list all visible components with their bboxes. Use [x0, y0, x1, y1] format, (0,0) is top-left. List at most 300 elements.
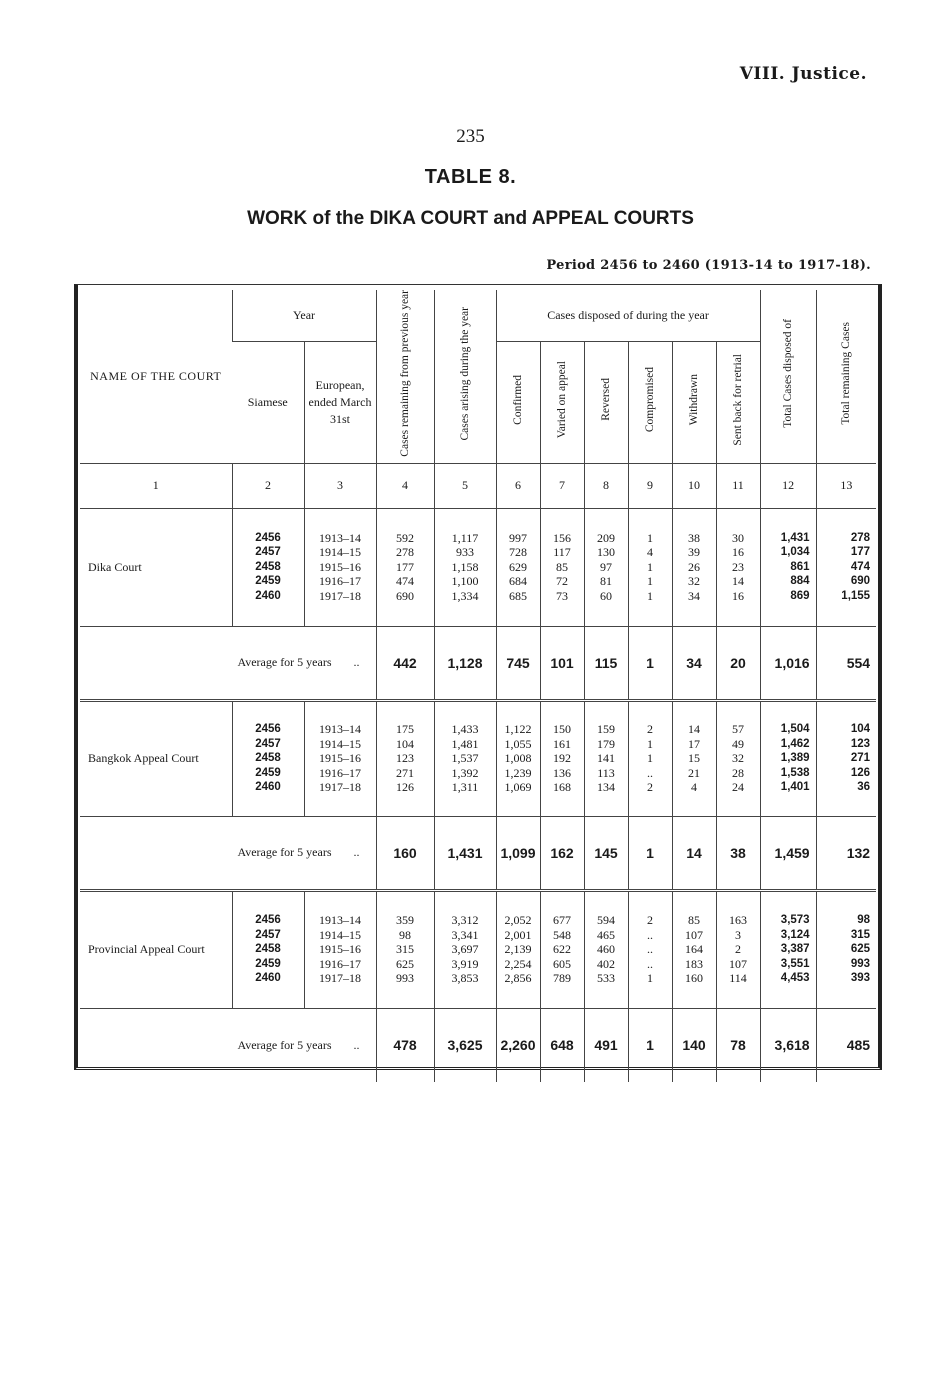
table-cell: 3	[735, 927, 742, 942]
average-compromised: 1	[628, 816, 672, 890]
table-cell: 4,453	[780, 972, 810, 985]
col-varied	[540, 890, 584, 1008]
disposed-group-header: Cases disposed of during the year	[496, 290, 760, 342]
average-remaining: 160	[376, 816, 434, 890]
table-cell: 1914–15	[319, 736, 361, 751]
col-reversed	[584, 890, 628, 1008]
value-stack	[435, 913, 496, 986]
table-cell: 98	[857, 914, 871, 927]
column-number: 10	[672, 463, 716, 508]
table-cell: 175	[396, 722, 414, 737]
court-name: Provincial Appeal Court	[80, 890, 232, 1008]
table-cell: 2457	[255, 546, 281, 559]
withdrawn-header: Withdrawn	[672, 342, 716, 463]
table-cell: 1913–14	[319, 913, 361, 928]
column-number: 7	[540, 463, 584, 508]
value-stack	[541, 913, 584, 986]
table-cell: 2456	[255, 723, 281, 736]
col-siamese	[232, 508, 304, 626]
value-stack	[817, 531, 877, 604]
table-cell: 1917–18	[319, 780, 361, 795]
average-reversed: 145	[584, 816, 628, 890]
average-label	[80, 626, 376, 700]
column-number: 5	[434, 463, 496, 508]
col-total-remaining	[816, 700, 876, 816]
average-reversed: 115	[584, 626, 628, 700]
average-label	[80, 816, 376, 890]
table-cell: 107	[685, 927, 703, 942]
table-cell: 161	[553, 736, 571, 751]
table-cell: 1,239	[504, 765, 532, 780]
table-cell: 271	[396, 765, 414, 780]
table-cell: 1	[647, 559, 653, 574]
value-stack	[673, 722, 716, 795]
table-cell: 2,856	[504, 971, 532, 986]
table-cell: 183	[685, 956, 703, 971]
table-cell: 1914–15	[319, 545, 361, 560]
table-cell: 2459	[255, 957, 281, 970]
arising-header: Cases arising during the year	[434, 290, 496, 463]
table-cell: 1,504	[780, 723, 810, 736]
column-number: 9	[628, 463, 672, 508]
column-number: 11	[716, 463, 760, 508]
average-arising: 1,431	[434, 816, 496, 890]
value-stack	[435, 722, 496, 795]
col-remaining	[376, 700, 434, 816]
table-cell: 1917–18	[319, 971, 361, 986]
table-cell: 1,008	[504, 751, 532, 766]
average-confirmed: 1,099	[496, 816, 540, 890]
col-remaining	[376, 508, 434, 626]
col-remaining	[376, 890, 434, 1008]
average-label-text: Average for 5 years	[237, 1037, 332, 1052]
table-cell: 130	[597, 545, 615, 560]
col-reversed	[584, 700, 628, 816]
table-cell: 177	[850, 546, 871, 559]
col-total-remaining	[816, 890, 876, 1008]
value-stack	[761, 913, 816, 986]
table-cell: 2459	[255, 575, 281, 588]
table-cell: ..	[647, 942, 653, 957]
table-cell: ..	[647, 765, 653, 780]
table-cell: ..	[647, 927, 653, 942]
average-label-dots: ..	[353, 1037, 360, 1052]
value-stack	[629, 913, 672, 986]
column-number-row	[80, 463, 876, 508]
table-cell: 2,052	[504, 913, 532, 928]
table-cell: 271	[850, 752, 871, 765]
average-arising: 3,625	[434, 1008, 496, 1082]
table-cell: 622	[553, 942, 571, 957]
col-total-disposed	[760, 508, 816, 626]
year-header: Year	[232, 290, 376, 342]
table-cell: 684	[509, 574, 527, 589]
remaining-from-previous-header: Cases remaining from previous year	[376, 290, 434, 463]
table-cell: 107	[729, 956, 748, 971]
table-cell: 3,551	[780, 957, 810, 970]
average-row	[80, 1008, 876, 1082]
table-cell: 315	[850, 928, 871, 941]
european-header: European, ended March 31st	[304, 342, 376, 463]
average-withdrawn: 14	[672, 816, 716, 890]
table-cell: 789	[553, 971, 571, 986]
table-cell: 993	[396, 971, 414, 986]
table-cell: 14	[732, 574, 745, 589]
table-cell: 2459	[255, 766, 281, 779]
table-cell: 98	[399, 927, 411, 942]
table-cell: 192	[553, 751, 571, 766]
total-disposed-header: Total Cases disposed of	[760, 290, 816, 463]
section-heading: VIII. Justice.	[739, 64, 867, 84]
table-cell: 1916–17	[319, 765, 361, 780]
table-cell: 3,341	[451, 927, 479, 942]
table-cell: 594	[597, 913, 615, 928]
col-siamese	[232, 700, 304, 816]
col-withdrawn	[672, 700, 716, 816]
table-cell: 26	[688, 559, 700, 574]
court-name: Dika Court	[80, 508, 232, 626]
average-label-dots: ..	[353, 845, 360, 860]
table-cell: 1913–14	[319, 722, 361, 737]
value-stack	[673, 531, 716, 604]
table-cell: 30	[732, 530, 745, 545]
table-cell: 1914–15	[319, 927, 361, 942]
column-number: 1	[80, 463, 232, 508]
average-withdrawn: 34	[672, 626, 716, 700]
value-stack	[377, 722, 434, 795]
column-number: 2	[232, 463, 304, 508]
value-stack	[761, 531, 816, 604]
table-cell: 625	[850, 943, 871, 956]
col-arising	[434, 508, 496, 626]
table-cell: 209	[597, 530, 615, 545]
col-sent-back	[716, 890, 760, 1008]
value-stack	[435, 531, 496, 604]
average-sent-back: 20	[716, 626, 760, 700]
table-cell: 1,055	[504, 736, 532, 751]
table-cell: 3,387	[780, 943, 810, 956]
col-total-disposed	[760, 890, 816, 1008]
table-cell: 1,117	[451, 530, 479, 545]
col-varied	[540, 508, 584, 626]
table-cell: 2460	[255, 589, 281, 602]
value-stack	[817, 913, 877, 986]
value-stack	[585, 913, 628, 986]
table-cell: 1	[647, 574, 653, 589]
table-cell: 160	[685, 971, 703, 986]
table-cell: ..	[647, 956, 653, 971]
value-stack	[305, 913, 376, 986]
table-cell: 474	[850, 560, 871, 573]
table-cell: 402	[597, 956, 615, 971]
table-cell: 49	[732, 736, 745, 751]
table-cell: 1,389	[780, 752, 810, 765]
table-cell: 592	[396, 530, 414, 545]
table-cell: 85	[688, 913, 700, 928]
average-row	[80, 816, 876, 890]
table-cell: 3,853	[451, 971, 479, 986]
table-subtitle: WORK of the DIKA COURT and APPEAL COURTS	[247, 208, 694, 229]
table-cell: 97	[600, 559, 612, 574]
court-name: Bangkok Appeal Court	[80, 700, 232, 816]
col-compromised	[628, 508, 672, 626]
table-cell: 393	[850, 972, 871, 985]
table-cell: 1,100	[451, 574, 479, 589]
table-cell: 1913–14	[319, 530, 361, 545]
table-cell: 629	[509, 559, 527, 574]
table-cell: 136	[553, 765, 571, 780]
average-withdrawn: 140	[672, 1008, 716, 1082]
table-cell: 104	[850, 723, 871, 736]
table-cell: 2,001	[504, 927, 532, 942]
table-cell: 2,139	[504, 942, 532, 957]
table-cell: 156	[553, 530, 571, 545]
siamese-header: Siamese	[232, 342, 304, 463]
total-remaining-header: Total remaining Cases	[816, 290, 876, 463]
reversed-header: Reversed	[584, 342, 628, 463]
column-number: 4	[376, 463, 434, 508]
table-cell: 460	[597, 942, 615, 957]
table-cell: 32	[732, 751, 745, 766]
average-total-remaining: 554	[816, 626, 876, 700]
column-number: 3	[304, 463, 376, 508]
table-cell: 24	[732, 780, 745, 795]
average-varied: 648	[540, 1008, 584, 1082]
table-cell: 123	[850, 737, 871, 750]
table-cell: 1917–18	[319, 588, 361, 603]
header-row-1	[80, 290, 876, 342]
table-cell: 3,312	[451, 913, 479, 928]
column-number: 13	[816, 463, 876, 508]
average-compromised: 1	[628, 1008, 672, 1082]
table-cell: 1,158	[451, 559, 479, 574]
average-label-text: Average for 5 years	[237, 845, 332, 860]
value-stack	[497, 531, 540, 604]
table-cell: 997	[509, 530, 527, 545]
average-compromised: 1	[628, 626, 672, 700]
table-cell: 104	[396, 736, 414, 751]
table-cell: 4	[691, 780, 697, 795]
table-cell: 1916–17	[319, 956, 361, 971]
work-table	[80, 290, 876, 1082]
table-cell: 3,124	[780, 928, 810, 941]
table-cell: 1,155	[841, 589, 871, 602]
value-stack	[497, 913, 540, 986]
table-cell: 28	[732, 765, 745, 780]
varied-header: Varied on appeal	[540, 342, 584, 463]
table-cell: 81	[600, 574, 612, 589]
table-cell: 1915–16	[319, 751, 361, 766]
table-title: TABLE 8.	[424, 166, 517, 188]
table-cell: 690	[396, 588, 414, 603]
value-stack	[305, 722, 376, 795]
col-withdrawn	[672, 508, 716, 626]
table-cell: 14	[688, 722, 700, 737]
value-stack	[761, 722, 816, 795]
table-cell: 1	[647, 751, 653, 766]
table-cell: 2	[735, 942, 742, 957]
average-total-disposed: 1,016	[760, 626, 816, 700]
value-stack	[233, 913, 304, 986]
col-reversed	[584, 508, 628, 626]
table-cell: 159	[597, 722, 615, 737]
col-confirmed	[496, 890, 540, 1008]
table-cell: 1,433	[451, 722, 479, 737]
table-cell: 134	[597, 780, 615, 795]
average-varied: 162	[540, 816, 584, 890]
table-cell: 2458	[255, 752, 281, 765]
table-cell: 2456	[255, 531, 281, 544]
table-cell: 1915–16	[319, 942, 361, 957]
table-cell: 15	[688, 751, 700, 766]
table-cell: 2	[647, 913, 653, 928]
page-number: 235	[456, 126, 485, 147]
table-cell: 126	[850, 766, 871, 779]
average-remaining: 442	[376, 626, 434, 700]
table-cell: 861	[790, 560, 810, 573]
table-cell: 2457	[255, 928, 281, 941]
col-varied	[540, 700, 584, 816]
table-cell: 690	[850, 575, 871, 588]
table-cell: 1,538	[780, 766, 810, 779]
value-stack	[629, 531, 672, 604]
col-total-remaining	[816, 508, 876, 626]
table-cell: 117	[553, 545, 571, 560]
table-cell: 315	[396, 942, 414, 957]
col-arising	[434, 700, 496, 816]
table-cell: 1	[647, 588, 653, 603]
sent-back-header: Sent back for retrial	[716, 342, 760, 463]
average-sent-back: 38	[716, 816, 760, 890]
table-cell: 57	[732, 722, 745, 737]
table-cell: 869	[790, 589, 810, 602]
average-reversed: 491	[584, 1008, 628, 1082]
table-cell: 2458	[255, 560, 281, 573]
average-total-remaining: 485	[816, 1008, 876, 1082]
value-stack	[377, 531, 434, 604]
table-cell: 32	[688, 574, 700, 589]
value-stack	[673, 913, 716, 986]
column-number: 6	[496, 463, 540, 508]
col-compromised	[628, 890, 672, 1008]
average-confirmed: 2,260	[496, 1008, 540, 1082]
average-total-disposed: 1,459	[760, 816, 816, 890]
table-cell: 3,573	[780, 914, 810, 927]
table-cell: 2458	[255, 943, 281, 956]
average-label	[80, 1008, 376, 1082]
table-cell: 177	[396, 559, 414, 574]
average-varied: 101	[540, 626, 584, 700]
name-of-court-header: NAME OF THE COURT	[90, 369, 222, 384]
table-cell: 1,401	[780, 781, 810, 794]
value-stack	[541, 722, 584, 795]
table-cell: 1,069	[504, 780, 532, 795]
col-european	[304, 508, 376, 626]
table-cell: 163	[729, 913, 748, 928]
table-cell: 3,697	[451, 942, 479, 957]
table-cell: 2460	[255, 972, 281, 985]
table-cell: 1	[647, 971, 653, 986]
col-confirmed	[496, 700, 540, 816]
table-cell: 168	[553, 780, 571, 795]
table-cell: 1,311	[451, 780, 479, 795]
table-cell: 1,034	[780, 546, 810, 559]
column-number: 8	[584, 463, 628, 508]
value-stack	[377, 913, 434, 986]
table-cell: 1	[647, 736, 653, 751]
average-total-remaining: 132	[816, 816, 876, 890]
col-withdrawn	[672, 890, 716, 1008]
average-label-dots: ..	[353, 655, 360, 670]
table-cell: 39	[688, 545, 700, 560]
value-stack	[305, 531, 376, 604]
table-cell: 474	[396, 574, 414, 589]
table-cell: 625	[396, 956, 414, 971]
value-stack	[585, 531, 628, 604]
table-cell: 38	[688, 530, 700, 545]
table-cell: 884	[790, 575, 810, 588]
average-remaining: 478	[376, 1008, 434, 1082]
table-cell: 548	[553, 927, 571, 942]
value-stack	[629, 722, 672, 795]
value-stack	[233, 722, 304, 795]
value-stack	[717, 913, 760, 986]
table-cell: 16	[732, 545, 745, 560]
table-cell: 677	[553, 913, 571, 928]
average-row	[80, 626, 876, 700]
table-cell: 1,392	[451, 765, 479, 780]
average-total-disposed: 3,618	[760, 1008, 816, 1082]
average-confirmed: 745	[496, 626, 540, 700]
table-cell: 60	[600, 588, 612, 603]
table-cell: 278	[396, 545, 414, 560]
table-cell: 2	[647, 780, 653, 795]
table-cell: 465	[597, 927, 615, 942]
table-cell: 150	[553, 722, 571, 737]
column-number: 12	[760, 463, 816, 508]
table-cell: 533	[597, 971, 615, 986]
col-siamese	[232, 890, 304, 1008]
value-stack	[541, 531, 584, 604]
col-european	[304, 700, 376, 816]
table-cell: 1,462	[780, 737, 810, 750]
table-cell: 1,431	[780, 531, 810, 544]
table-cell: 3,919	[451, 956, 479, 971]
col-total-disposed	[760, 700, 816, 816]
court-data-row	[80, 890, 876, 1008]
table-cell: 728	[509, 545, 527, 560]
table-cell: 1,122	[504, 722, 532, 737]
col-sent-back	[716, 700, 760, 816]
table-cell: 23	[732, 559, 745, 574]
col-arising	[434, 890, 496, 1008]
table-cell: 179	[597, 736, 615, 751]
table-cell: 993	[850, 957, 871, 970]
table-cell: 359	[396, 913, 414, 928]
table-cell: 2,254	[504, 956, 532, 971]
table-cell: 1915–16	[319, 559, 361, 574]
table-cell: 164	[685, 942, 703, 957]
value-stack	[717, 531, 760, 604]
table-cell: 21	[688, 765, 700, 780]
table-cell: 685	[509, 588, 527, 603]
value-stack	[717, 722, 760, 795]
table-cell: 36	[857, 781, 871, 794]
table-cell: 34	[688, 588, 700, 603]
period-line: Period 2456 to 2460 (1913-14 to 1917-18).	[546, 258, 871, 273]
table-cell: 1916–17	[319, 574, 361, 589]
value-stack	[233, 531, 304, 604]
